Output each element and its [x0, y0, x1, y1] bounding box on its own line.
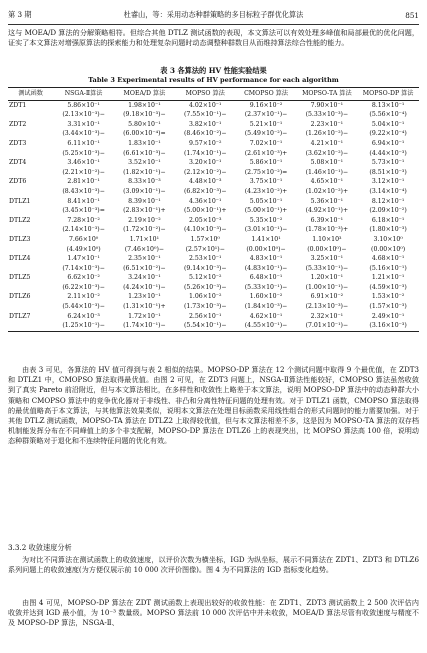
std-cell: (6.82×10⁻³)− [183, 187, 227, 195]
table-caption-zh: 表 3 各算法的 HV 性能实验结果 [160, 66, 267, 75]
running-title: 杜睿山，等：采用动态种群策略的多目标粒子群优化算法 [123, 10, 304, 19]
test-function-name: DTLZ6 [9, 293, 31, 301]
hv-results-table-block [8, 66, 419, 332]
mean-cell: 4.36×10⁻¹ [188, 197, 222, 205]
mean-cell: 6.18×10⁻¹ [371, 216, 405, 224]
table-row-std [8, 129, 419, 139]
std-cell: (3.01×10⁻¹)− [244, 226, 288, 234]
mean-cell: 1.60×10⁻² [249, 293, 283, 301]
mean-cell: 1.06×10⁻² [188, 293, 222, 301]
mean-cell: 3.75×10⁻¹ [249, 178, 283, 186]
std-cell: (8.43×10⁻³)− [62, 187, 105, 195]
std-cell: (4.59×10⁻³) [369, 283, 407, 291]
table-row-mean [8, 292, 419, 302]
std-cell: (2.14×10⁻³)− [62, 226, 105, 234]
std-cell: (2.09×10⁻²) [369, 207, 407, 215]
std-cell: (1.74×10⁻¹)− [183, 149, 227, 157]
std-cell: (1.46×10⁻¹)− [305, 168, 349, 176]
std-cell: (4.10×10⁻³)− [183, 226, 227, 234]
mean-cell: 3.52×10⁻¹ [128, 159, 161, 167]
mean-cell: 1.10×10³ [312, 235, 342, 243]
std-cell: (1.26×10⁻²)− [305, 130, 349, 138]
section-paragraph-1: 为对比不同算法在测试函数上的收敛速度，以评价次数为横坐标，IGD 为纵坐标，展示不同算法在 ZDT1、ZDT3 和 DTLZ6 系列问题上的收敛速度(为方便仅展示前 10 000 次评价图像)。图 4 为不同算法的 IGD 指标变化趋势。 [8, 555, 419, 575]
blank-cell [8, 283, 53, 293]
issue-label: 第 3 期 [8, 10, 32, 19]
mean-cell: 3.12×10⁻¹ [371, 178, 405, 186]
mean-cell: 4.65×10⁻¹ [310, 178, 344, 186]
mean-cell: 3.82×10⁻¹ [188, 120, 222, 128]
test-function-name: DTLZ2 [9, 216, 31, 224]
mean-cell: 2.11×10⁻² [67, 293, 100, 301]
blank-cell [8, 168, 53, 178]
std-cell: (4.23×10⁻²)+ [244, 187, 288, 195]
mean-cell: 3.20×10⁻¹ [188, 159, 222, 167]
blank-cell [8, 110, 53, 120]
mean-cell: 5.35×10⁻² [249, 216, 283, 224]
std-cell: (5.49×10⁻²)− [244, 130, 288, 138]
mean-cell: 3.10×10⁰ [373, 235, 403, 243]
mean-cell: 2.05×10⁻³ [188, 216, 222, 224]
std-cell: (1.73×10⁻³)− [183, 303, 227, 311]
mean-cell: 3.31×10⁻¹ [67, 120, 100, 128]
mean-cell: 3.24×10⁻¹ [128, 274, 161, 282]
mean-cell: 5.21×10⁻¹ [249, 120, 283, 128]
test-function-name: ZDT3 [9, 139, 27, 147]
std-cell: (5.33×10⁻¹)− [244, 283, 288, 291]
mean-cell: 4.68×10⁻¹ [371, 255, 405, 263]
std-cell: (4.92×10⁻¹)+ [305, 207, 349, 215]
table-row-mean [8, 312, 419, 322]
table-row-std [8, 245, 419, 255]
std-cell: (9.18×10⁻³)− [123, 111, 166, 119]
mean-cell: 3.25×10⁻¹ [310, 255, 344, 263]
std-cell: (5.44×10⁻³)− [62, 303, 105, 311]
std-cell: (3.14×10⁻⁴) [369, 187, 407, 195]
table-row-std [8, 321, 419, 331]
table-row-std [8, 110, 419, 120]
table-row-std [8, 149, 419, 159]
mean-cell: 6.91×10⁻² [310, 293, 344, 301]
mean-cell: 1.53×10⁻² [371, 293, 405, 301]
intro-paragraph: 这与 MOEA/D 算法的分解策略相符。但综合其他 DTLZ 测试函数的表现，本文算法可以有效处理多峰值和局部最优的优化问题，证实了本文算法对增强原算法的探索能力和处理复杂问题时动态调整种群数目从而维持算法综合性能的能力。 [8, 28, 419, 48]
mean-cell: 6.62×10⁻² [67, 274, 100, 282]
table-row-std [8, 187, 419, 197]
std-cell: (2.37×10⁻¹)− [244, 111, 288, 119]
mean-cell: 8.33×10⁻³ [128, 178, 161, 186]
std-cell: (4.24×10⁻¹)− [123, 283, 166, 291]
mean-cell: 1.20×10⁻¹ [310, 274, 344, 282]
mean-cell: 2.32×10⁻¹ [310, 312, 344, 320]
std-cell: (1.82×10⁻¹)− [123, 168, 166, 176]
mean-cell: 4.83×10⁻¹ [249, 255, 283, 263]
mean-cell: 5.12×10⁻² [188, 274, 222, 282]
std-cell: (4.55×10⁻¹)− [244, 322, 288, 330]
std-cell: (2.12×10⁻²)− [183, 168, 227, 176]
mean-cell: 5.86×10⁻¹ [249, 159, 283, 167]
blank-cell [8, 187, 53, 197]
mean-cell: 2.53×10⁻¹ [188, 255, 222, 263]
mean-cell: 9.57×10⁻² [188, 139, 222, 147]
std-cell: (1.80×10⁻³) [369, 226, 407, 234]
mean-cell: 6.11×10⁻¹ [67, 139, 100, 147]
std-cell: (1.72×10⁻²)− [123, 226, 166, 234]
table-row-std [8, 283, 419, 293]
test-function-name: DTLZ3 [9, 235, 31, 243]
std-cell: (2.21×10⁻²)− [62, 168, 105, 176]
blank-cell [8, 245, 53, 255]
test-function-name: ZDT1 [9, 101, 27, 109]
std-cell: (3.62×10⁻²)− [305, 149, 349, 157]
std-cell: (5.00×10⁻¹)+ [244, 207, 288, 215]
std-cell: (6.00×10⁻⁴)= [123, 130, 166, 138]
blank-cell [8, 206, 53, 216]
blank-cell [8, 225, 53, 235]
mean-cell: 7.90×10⁻¹ [310, 101, 344, 109]
mean-cell: 1.21×10⁻¹ [371, 274, 405, 282]
column-header: 测试函数 [8, 88, 53, 101]
std-cell: (5.54×10⁻¹)− [183, 322, 227, 330]
running-header [8, 8, 419, 25]
table-row-mean [8, 100, 419, 110]
mean-cell: 5.36×10⁻¹ [310, 197, 344, 205]
std-cell: (0.00×10⁰)− [246, 245, 286, 253]
mean-cell: 7.66×10⁰ [68, 235, 99, 243]
mean-cell: 1.71×10¹ [129, 235, 160, 243]
mean-cell: 4.48×10⁻³ [188, 178, 222, 186]
mean-cell: 1.83×10⁻¹ [128, 139, 161, 147]
std-cell: (5.25×10⁻³)− [62, 149, 105, 157]
std-cell: (4.44×10⁻³) [369, 149, 407, 157]
mean-cell: 2.19×10⁻² [128, 216, 161, 224]
table-row-mean [8, 139, 419, 149]
std-cell: (2.13×10⁻³)− [62, 111, 105, 119]
table-row-mean [8, 120, 419, 130]
std-cell: (2.61×10⁻³)+ [244, 149, 288, 157]
std-cell: (5.33×10⁻¹)− [305, 264, 349, 272]
std-cell: (3.45×10⁻³)= [62, 207, 105, 215]
mean-cell: 8.39×10⁻¹ [128, 197, 161, 205]
mean-cell: 2.23×10⁻¹ [310, 120, 344, 128]
mean-cell: 8.41×10⁻¹ [67, 197, 100, 205]
std-cell: (2.57×10¹)− [185, 245, 225, 253]
mean-cell: 6.48×10⁻¹ [249, 274, 283, 282]
column-header: CMOPSO 算法 [236, 88, 297, 101]
table-row-std [8, 264, 419, 274]
test-function-name: DTLZ1 [9, 197, 31, 205]
table-row-mean [8, 273, 419, 283]
test-function-name: ZDT4 [9, 159, 27, 167]
table-row-mean [8, 158, 419, 168]
mean-cell: 7.28×10⁻² [67, 216, 100, 224]
std-cell: (0.00×10⁰)− [307, 245, 347, 253]
mean-cell: 6.94×10⁻¹ [371, 139, 405, 147]
table-row-std [8, 206, 419, 216]
mean-cell: 5.80×10⁻¹ [128, 120, 161, 128]
section-heading: 3.3.2 收敛速度分析 [8, 543, 72, 552]
mean-cell: 2.81×10⁻¹ [67, 178, 100, 186]
mean-cell: 7.02×10⁻¹ [249, 139, 283, 147]
table-row-std [8, 168, 419, 178]
std-cell: (9.22×10⁻⁴) [369, 130, 407, 138]
table-caption-en: Table 3 Experimental results of HV performance for each algorithm [88, 76, 339, 84]
std-cell: (6.61×10⁻³)− [123, 149, 166, 157]
mean-cell: 8.12×10⁻¹ [371, 197, 405, 205]
std-cell: (5.16×10⁻¹) [369, 264, 407, 272]
std-cell: (3.16×10⁻³) [369, 322, 407, 330]
column-header: MOPSO-DP 算法 [357, 88, 419, 101]
std-cell: (2.75×10⁻²)= [244, 168, 288, 176]
mean-cell: 1.57×10⁰ [190, 235, 220, 243]
mean-cell: 4.62×10⁻¹ [249, 312, 283, 320]
std-cell: (1.57×10⁻³) [369, 303, 407, 311]
std-cell: (1.74×10⁻¹)− [123, 322, 166, 330]
column-header: MOPSO-TA 算法 [296, 88, 357, 101]
mean-cell: 5.05×10⁻¹ [249, 197, 283, 205]
std-cell: (1.31×10⁻¹)+ [123, 303, 166, 311]
test-function-name: ZDT6 [9, 178, 27, 186]
table-row-std [8, 225, 419, 235]
blank-cell [8, 149, 53, 159]
table-body [8, 100, 419, 331]
table-row-mean [8, 216, 419, 226]
std-cell: (3.44×10⁻³)− [62, 130, 105, 138]
std-cell: (1.84×10⁻³)− [244, 303, 288, 311]
column-header: MOPSO 算法 [175, 88, 236, 101]
test-function-name: DTLZ5 [9, 274, 31, 282]
blank-cell [8, 264, 53, 274]
analysis-paragraph: 由表 3 可见，各算法的 HV 值可得到与表 2 相似的结果。MOPSO-DP 算法在 12 个测试问题中取得 9 个最优值，在 ZDT3 和 DTLZ1 中，CMOPSO 算法取得最优值。由图 2 可见，在 ZDT3 问题上，NSGA-Ⅱ算法性能较好，CMOPSO 算法虽然收敛到了真实 Pareto 前沿附近，但与本文算法相比，在多样性和收敛性上略差于本文算法，说明 MOPSO-DP 算法中的动态种群大小策略和 CMOPSO 算法中的竞争优化器对于非线性、非凸和分离性特征问题的处理有效。对于 DTLZ1 函数，CMOPSO 算法取得的最优值略高于本文算法，与其他算法效果类似，说明本文算法在处理目标函数采用线性组合的形式问题时的能力需要加强。对于其他 DTLZ 测试函数，MOPSO-TA 算法在 DTLZ2 上取得较优值，但与本文算法相差不多，这是因为 MOPSO-TA 算法的双存档机制能发挥分布在不同峰值上的多个非支配解，MOPSO-DP 算法在 DTLZ6 上的表现突出，比 MOPSO 算法高 100 倍，说明动态种群策略对于退化和不连续特征问题的优化有效。 [8, 365, 419, 446]
table-row-std [8, 302, 419, 312]
table-row-mean [8, 197, 419, 207]
section-paragraph-2: 由图 4 可见，MOPSO-DP 算法在 ZDT 测试函数上表现出较好的收敛性能：在 ZDT1、ZDT3 测试函数上 2 500 次评估内收敛并达到 IGD 最小值，为 10⁻³ 数量级。MOPSO 算法前 10 000 次评估中并未收敛，MOEA/D 算法尽管有收敛速度与精度不及 MOPSO-DP 算法，NSGA-Ⅱ、 [8, 598, 419, 628]
std-cell: (1.25×10⁻¹)− [62, 322, 105, 330]
std-cell: (5.33×10⁻³)− [305, 111, 349, 119]
column-header: MOEA/D 算法 [114, 88, 175, 101]
test-function-name: DTLZ4 [9, 255, 31, 263]
std-cell: (2.13×10⁻³)− [305, 303, 349, 311]
std-cell: (7.01×10⁻¹)− [305, 322, 349, 330]
std-cell: (1.78×10⁻³)+ [305, 226, 349, 234]
mean-cell: 5.86×10⁻¹ [67, 101, 100, 109]
std-cell: (7.46×10⁰)− [124, 245, 165, 253]
mean-cell: 4.02×10⁻¹ [188, 101, 222, 109]
mean-cell: 1.23×10⁻¹ [128, 293, 161, 301]
test-function-name: ZDT2 [9, 120, 27, 128]
std-cell: (1.00×10⁻¹)− [305, 283, 349, 291]
mean-cell: 2.56×10⁻¹ [188, 312, 222, 320]
mean-cell: 6.24×10⁻³ [67, 312, 100, 320]
std-cell: (7.14×10⁻³)− [62, 264, 105, 272]
table-row-mean [8, 235, 419, 245]
mean-cell: 1.47×10⁻¹ [67, 255, 100, 263]
std-cell: (9.14×10⁻³)− [183, 264, 227, 272]
page-number: 851 [405, 10, 419, 20]
std-cell: (6.22×10⁻³)− [62, 283, 105, 291]
blank-cell [8, 321, 53, 331]
mean-cell: 5.73×10⁻¹ [371, 159, 405, 167]
std-cell: (4.83×10⁻¹)− [244, 264, 288, 272]
std-cell: (5.26×10⁻³)− [183, 283, 227, 291]
std-cell: (8.46×10⁻²)− [183, 130, 227, 138]
mean-cell: 6.39×10⁻¹ [310, 216, 344, 224]
mean-cell: 3.46×10⁻¹ [67, 159, 100, 167]
mean-cell: 5.04×10⁻¹ [371, 120, 405, 128]
mean-cell: 1.98×10⁻¹ [128, 101, 161, 109]
column-header: NSGA-Ⅱ算法 [53, 88, 114, 101]
table-row-mean [8, 254, 419, 264]
mean-cell: 8.13×10⁻¹ [371, 101, 405, 109]
table-row-mean [8, 177, 419, 187]
mean-cell: 1.41×10¹ [251, 235, 281, 243]
std-cell: (0.00×10⁰) [371, 245, 406, 253]
std-cell: (1.02×10⁻²)+ [305, 187, 349, 195]
mean-cell: 2.49×10⁻¹ [371, 312, 405, 320]
mean-cell: 5.08×10⁻¹ [310, 159, 344, 167]
std-cell: (6.51×10⁻²)− [123, 264, 166, 272]
std-cell: (3.09×10⁻¹)− [123, 187, 166, 195]
test-function-name: DTLZ7 [9, 312, 31, 320]
std-cell: (2.83×10⁻¹)+ [123, 207, 166, 215]
mean-cell: 1.72×10⁻¹ [128, 312, 161, 320]
mean-cell: 9.16×10⁻² [249, 101, 283, 109]
std-cell: (5.56×10⁻⁴) [369, 111, 407, 119]
std-cell: (4.49×10⁰) [66, 245, 101, 253]
std-cell: (8.51×10⁻³) [369, 168, 407, 176]
blank-cell [8, 129, 53, 139]
hv-results-table [8, 87, 419, 332]
blank-cell [8, 302, 53, 312]
mean-cell: 4.21×10⁻¹ [310, 139, 344, 147]
mean-cell: 2.35×10⁻¹ [128, 255, 161, 263]
std-cell: (7.55×10⁻¹)− [183, 111, 227, 119]
std-cell: (5.00×10⁻¹)+ [183, 207, 227, 215]
table-header-row [8, 88, 419, 101]
